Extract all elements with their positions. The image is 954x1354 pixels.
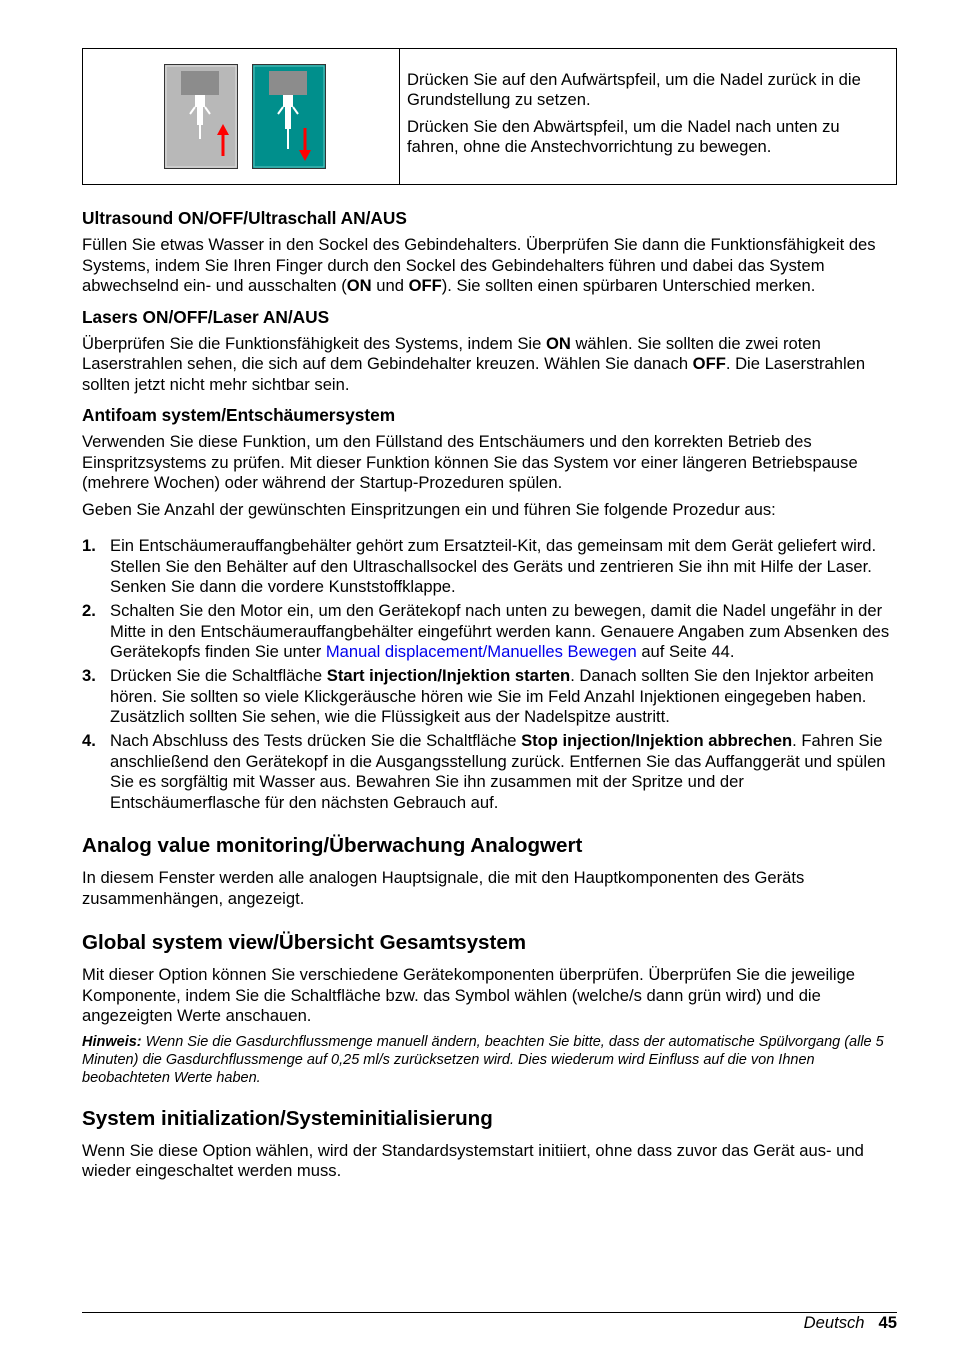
ultrasound-text: Füllen Sie etwas Wasser in den Sockel des Gebindehalters. Überprüfen Sie dann die Funktionsfähigkeit des Systems, indem Sie Ihren Finger durch den Sockel des Gebindehalters führen und dabei das System abwechselnd ein- und ausschalten (ON und OFF). Sie sollten einen spürbaren Unterschied merken.	[82, 235, 876, 295]
global-heading: Global system view/Übersicht Gesamtsystem	[82, 931, 527, 954]
list-item: 2. Schalten Sie den Motor ein, um den Gerätekopf nach unten zu bewegen, damit die Nadel ungefähr in der Mitte in den Entschäumerauffangbehälter eingeführt werden kann. Genauere Angaben zum Absenken des Gerätekopfs finden Sie unter Manual displacement/Manuelles Bewegen auf Seite 44.	[82, 601, 890, 661]
note: Hinweis: Wenn Sie die Gasdurchflussmenge manuell ändern, beachten Sie bitte, dass der automatische Spülvorgang (alle 5 Minuten) die Gasdurchflussmenge auf 0,25 ml/s zurücksetzen wird. Dies wiederum wird Einfluss auf die von Ihnen beobachteten Werte haben.	[82, 1033, 884, 1086]
analog-text: In diesem Fenster werden alle analogen Hauptsignale, die mit den Hauptkomponenten des Geräts zusammenhängen, angezeigt.	[82, 868, 805, 908]
analog-heading: Analog value monitoring/Überwachung Analogwert	[82, 834, 583, 857]
needle-down-icon[interactable]	[252, 64, 326, 169]
needle-down-text: Drücken Sie den Abwärtspfeil, um die Nadel nach unten zu fahren, ohne die Anstechvorrichtung zu bewegen.	[407, 116, 840, 156]
page-number: 45	[878, 1313, 897, 1332]
needle-up-icon[interactable]	[164, 64, 238, 169]
lasers-text: Überprüfen Sie die Funktionsfähigkeit des Systems, indem Sie ON wählen. Sie sollten die zwei roten Laserstrahlen sehen, die sich auf dem Gebindehalter kreuzen. Wählen Sie danach OFF. Die Laserstrahlen sollten jetzt nicht mehr sichtbar sein.	[82, 333, 866, 394]
needle-description-cell	[400, 49, 897, 185]
page-content	[82, 48, 897, 1182]
list-item: 4. Nach Abschluss des Tests drücken Sie die Schaltfläche Stop injection/Injektion abbrechen. Fahren Sie anschließend den Gerätekopf in die Ausgangsstellung zurück. Entfernen Sie das Auffanggerät und spülen Sie es sorgfältig mit Wasser aus. Bewahren Sie ihn zusammen mit der Spritze und der Entschäumerflasche für den nächsten Gebrauch auf.	[82, 731, 886, 812]
sysinit-text: Wenn Sie diese Option wählen, wird der Standardsystemstart initiiert, ohne dass zuvor das Gerät aus- und wieder eingeschaltet werden muss.	[82, 1140, 864, 1180]
needle-control-table	[82, 48, 897, 185]
global-text: Mit dieser Option können Sie verschiedene Gerätekomponenten überprüfen. Überprüfen Sie die jeweilige Komponente, indem Sie die Schaltfläche bzw. das Symbol wählen (welche/s dann grün wird) und die angezeigten Werte anschauen.	[82, 965, 855, 1025]
page-footer	[82, 1312, 897, 1332]
footer-language: Deutsch	[803, 1313, 865, 1332]
ultrasound-heading: Ultrasound ON/OFF/Ultraschall AN/AUS	[82, 208, 407, 228]
list-item: 1. Ein Entschäumerauffangbehälter gehört zum Ersatzteil-Kit, das gemeinsam mit dem Gerät geliefert wird. Stellen Sie den Behälter auf den Ultraschallsockel des Geräts und zentrieren Sie ihn mit Hilfe der Laser. Senken Sie dann die vordere Kunststoffklappe.	[82, 536, 877, 596]
lasers-heading: Lasers ON/OFF/Laser AN/AUS	[82, 306, 330, 327]
antifoam-steps	[82, 536, 897, 813]
antifoam-para2: Geben Sie Anzahl der gewünschten Einspritzungen ein und führen Sie folgende Prozedur aus:	[82, 499, 776, 519]
needle-buttons-cell	[83, 49, 400, 185]
needle-up-text: Drücken Sie auf den Aufwärtspfeil, um die Nadel zurück in die Grundstellung zu setzen.	[407, 69, 861, 109]
manual-displacement-link[interactable]: Manual displacement/Manuelles Bewegen	[325, 642, 637, 661]
antifoam-para1: Verwenden Sie diese Funktion, um den Füllstand des Entschäumers und den korrekten Betrieb des Einspritzsystems zu prüfen. Mit dieser Funktion können Sie das System vor einer längeren Betriebspause (mehrere Wochen) oder während der Startup-Prozeduren spülen.	[82, 432, 858, 492]
antifoam-heading: Antifoam system/Entschäumersystem	[82, 405, 396, 425]
sysinit-heading: System initialization/Systeminitialisierung	[82, 1106, 493, 1130]
list-item: 3. Drücken Sie die Schaltfläche Start injection/Injektion starten. Danach sollten Sie den Injektor arbeiten hören. Sie sollten so viele Klickgeräusche hören wie Sie im Feld Anzahl Injektionen eingegeben haben. Zusätzlich sollten Sie sehen, wie die Flüssigkeit aus der Nadelspitze austritt.	[82, 666, 874, 726]
